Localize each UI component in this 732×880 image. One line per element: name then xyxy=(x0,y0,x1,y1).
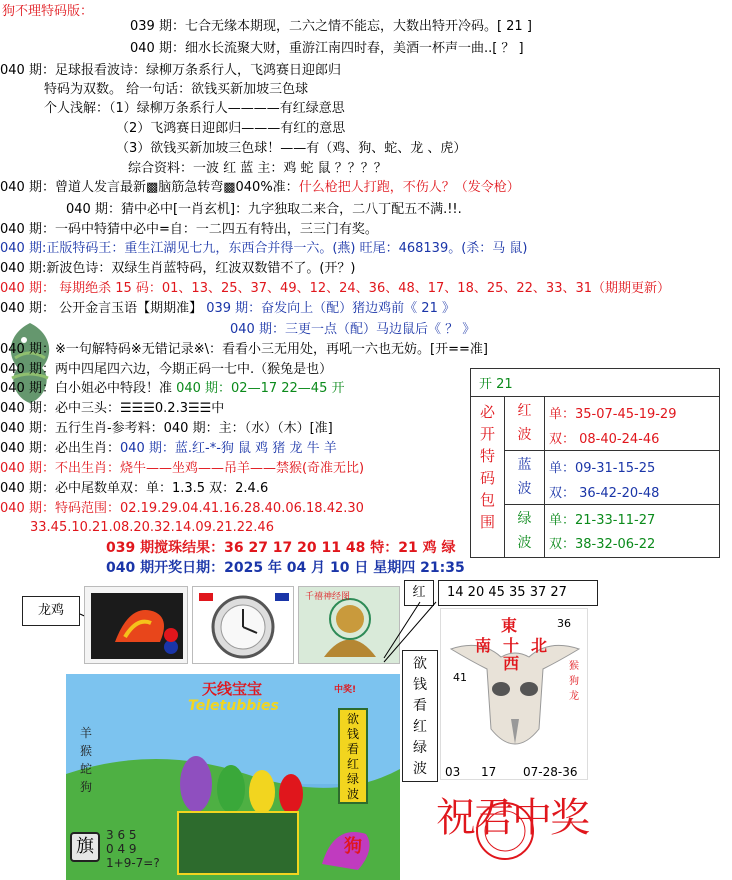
kill-15-line: 040 期： 每期绝杀 15 码：01、13、25、37、49、12、24、36、48、17、18、25、22、33、31（期期更新） xyxy=(0,281,671,296)
longji-callout: 龙鸡 xyxy=(22,596,80,626)
riddle-line xyxy=(0,179,520,197)
dog-mark: 狗 xyxy=(344,836,362,857)
yuqian-callout xyxy=(402,650,438,782)
page-title: 狗不理特码版： xyxy=(2,4,94,19)
yuqian-char: 红 xyxy=(413,719,427,735)
label-char: 包 xyxy=(479,491,495,509)
tail-line: 040 期：两中四尾四六边，今期正码一七中.（猴兔是也） xyxy=(0,362,333,377)
left-char: 蛇 xyxy=(80,762,93,776)
range-line-1: 040 期：特码范围：02.19.29.04.41.16.28.40.06.18.42.30 xyxy=(0,501,364,516)
riddle-040: 040 期：细水长流聚大财，重游江南四时春，美酒一杯声一曲..[ ？ ] xyxy=(130,41,524,56)
buddha-title: 千禧神经图 xyxy=(305,592,351,602)
wave-double: 双：38-32-06-22 xyxy=(549,537,656,552)
tail-odd-even-line: 040 期：必中尾数单双：单：1.3.5 双：2.4.6 xyxy=(0,481,269,496)
wave-double: 双： 08-40-24-46 xyxy=(549,432,660,447)
skull-36: 36 xyxy=(557,617,571,630)
golden-words-040: 040 期：三更一点（配）马边鼠后《 ？ 》 xyxy=(230,322,476,337)
clock-image xyxy=(192,586,294,664)
image-strip xyxy=(84,586,400,664)
skull-image xyxy=(440,608,588,780)
draw-date-line: 040 期开奖日期：2025 年 04 月 10 日 星期四 21:35 xyxy=(106,560,465,576)
label-char: 码 xyxy=(479,469,495,487)
miss-bai-range: 040 期：02—17 22—45 开 xyxy=(176,381,345,396)
wave-label: 红波 xyxy=(505,397,545,450)
skull-ten: 十 xyxy=(503,636,520,655)
right-char: 波 xyxy=(346,787,359,801)
miss-bai-line xyxy=(0,380,344,398)
wave-double: 双： 36-42-20-48 xyxy=(549,486,660,501)
wave-single: 单：35-07-45-19-29 xyxy=(549,407,677,422)
right-char: 看 xyxy=(346,742,359,756)
riddle-039: 039 期：七合无缘本期现，二六之情不能忘，大数出特开冷码。[ 21 ] xyxy=(130,19,532,34)
wave-single: 单：09-31-15-25 xyxy=(549,461,656,476)
yuqian-char: 欲 xyxy=(413,656,427,672)
hong-numbers: 14 20 45 35 37 27 xyxy=(438,580,598,606)
label-char: 开 xyxy=(479,425,495,443)
teletubbies-tag: 中奖! xyxy=(334,685,357,695)
riddle-prefix: 040 期：曾道人发言最新▩脑筋急转弯▩040%准： xyxy=(0,180,299,195)
flag-num: 3 6 5 xyxy=(106,828,137,842)
range-line-2: 33.45.10.21.08.20.32.14.09.21.22.46 xyxy=(30,520,274,535)
wave-single: 单：21-33-11-27 xyxy=(549,513,656,528)
wave-group-red xyxy=(505,397,719,451)
mystery-line: 040 期：猜中必中[一肖玄机]：九字独取二来合，二八丁配五不满.!!. xyxy=(66,202,462,217)
wave-group-green xyxy=(505,505,719,557)
wave-label: 蓝波 xyxy=(505,451,545,504)
special-code-box-header: 开 21 xyxy=(471,369,719,397)
golden-words-039: 039 期：奋发向上（配）猪边鸡前《 21 》 xyxy=(206,301,455,316)
label-char: 围 xyxy=(479,513,495,531)
right-char: 绿 xyxy=(346,772,359,786)
personal-note-3: （3）欲钱买新加坡三色球！——有（鸡、狗、蛇、龙 、虎） xyxy=(116,141,467,156)
must-zodiac-line xyxy=(0,440,337,458)
right-char: 钱 xyxy=(346,727,359,741)
skull-south: 南 xyxy=(475,636,492,655)
skull-07-28-36: 07-28-36 xyxy=(523,765,578,779)
yuqian-char: 钱 xyxy=(413,677,427,693)
skull-east: 東 xyxy=(501,616,518,635)
skull-north: 北 xyxy=(531,636,548,655)
five-elements-line: 040 期：五行生肖-参考料：040 期：主：（水）（木）[准] xyxy=(0,421,333,436)
left-char: 猴 xyxy=(80,744,93,758)
hong-callout: 红 xyxy=(404,580,434,606)
golden-words-prefix: 040 期： 公开金言玉语【期期准】 xyxy=(0,301,203,316)
special-code-box-label xyxy=(471,397,505,557)
wave-group-blue xyxy=(505,451,719,505)
football-poem: 040 期：足球报看波诗：绿柳万条系行人，飞鸿赛日迎郎归 xyxy=(0,63,341,78)
skull-west: 西 xyxy=(503,654,520,673)
flag-numbers xyxy=(106,828,160,870)
left-char: 羊 xyxy=(80,726,93,740)
skull-41: 41 xyxy=(453,671,467,684)
golden-words-line xyxy=(0,300,455,318)
flag-badge: 旗 xyxy=(70,832,100,862)
yuqian-char: 绿 xyxy=(413,740,427,756)
right-char: 红 xyxy=(346,757,359,771)
teletubbies-right-box xyxy=(338,708,368,804)
teletubbies-left xyxy=(80,724,96,796)
three-heads-line: 040 期：必中三头：☰☰☰0.2.3☰☰中 xyxy=(0,401,225,416)
yuqian-char: 波 xyxy=(413,761,427,777)
seal-stamp xyxy=(470,796,540,866)
personal-note-2: （2）飞鸿赛日迎郎归———有红的意思 xyxy=(116,121,346,136)
skull-03: 03 xyxy=(445,765,461,779)
skull-17: 17 xyxy=(481,765,497,779)
one-code-line: 040 期：一码中特猜中必中=自：一二四五有特出，三三门有奖。 xyxy=(0,222,378,237)
must-zodiac-values: 040 期：蓝.红-*-狗 鼠 鸡 猪 龙 牛 羊 xyxy=(119,441,337,456)
rooster-image xyxy=(84,586,188,664)
special-code-box xyxy=(470,368,720,558)
teletubbies-logo: Teletubbies xyxy=(188,698,279,714)
special-king-line: 040 期:正版特码王：重生江湖见七九，东西合并得一六。(燕) 旺尾：468139。(杀：马 鼠) xyxy=(0,241,528,256)
flag-num: 1+9-7=? xyxy=(106,856,160,870)
yuqian-char: 看 xyxy=(413,698,427,714)
flag-num: 0 4 9 xyxy=(106,842,137,856)
teletubbies-title: 天线宝宝 xyxy=(202,680,263,698)
summary-info: 综合资料：一波 红 蓝 主：鸡 蛇 鼠 ？？？？ xyxy=(128,161,387,176)
label-char: 特 xyxy=(479,447,495,465)
label-char: 必 xyxy=(479,403,495,421)
closing-signature: 祝君中奖 xyxy=(436,795,588,841)
miss-bai-prefix: 040 期：白小姐必中特段！准 xyxy=(0,381,172,396)
riddle-question: 什么枪把人打跑，不伤人？（发令枪） xyxy=(298,180,520,195)
personal-note-1: 个人浅解：（1）绿柳万条系行人————有红绿意思 xyxy=(44,101,345,116)
must-zodiac-prefix: 040 期：必出生肖： xyxy=(0,441,120,456)
right-char: 欲 xyxy=(346,712,359,726)
even-hint: 特码为双数。 给一句话：欲钱买新加坡三色球 xyxy=(44,82,309,97)
left-char: 狗 xyxy=(80,780,93,794)
wave-label: 绿波 xyxy=(505,505,545,557)
wave-poem-line: 040 期:新波色诗：双绿生肖蓝特码，红波双数错不了。(开？) xyxy=(0,261,356,276)
skull-side: 猴狗龙 xyxy=(569,661,579,702)
draw-result-line: 039 期搅珠结果：36 27 17 20 11 48 特：21 鸡 绿 xyxy=(106,540,456,556)
teletubbies-image xyxy=(66,674,400,880)
no-zodiac-line: 040 期：不出生肖：烧牛——坐鸡——吊羊——禁猴(奇准无比) xyxy=(0,461,365,476)
one-sentence-line: 040 期：※一句解特码※无错记录※\：看看小三无用处，再吼一六也无妨。[开==准] xyxy=(0,342,488,357)
